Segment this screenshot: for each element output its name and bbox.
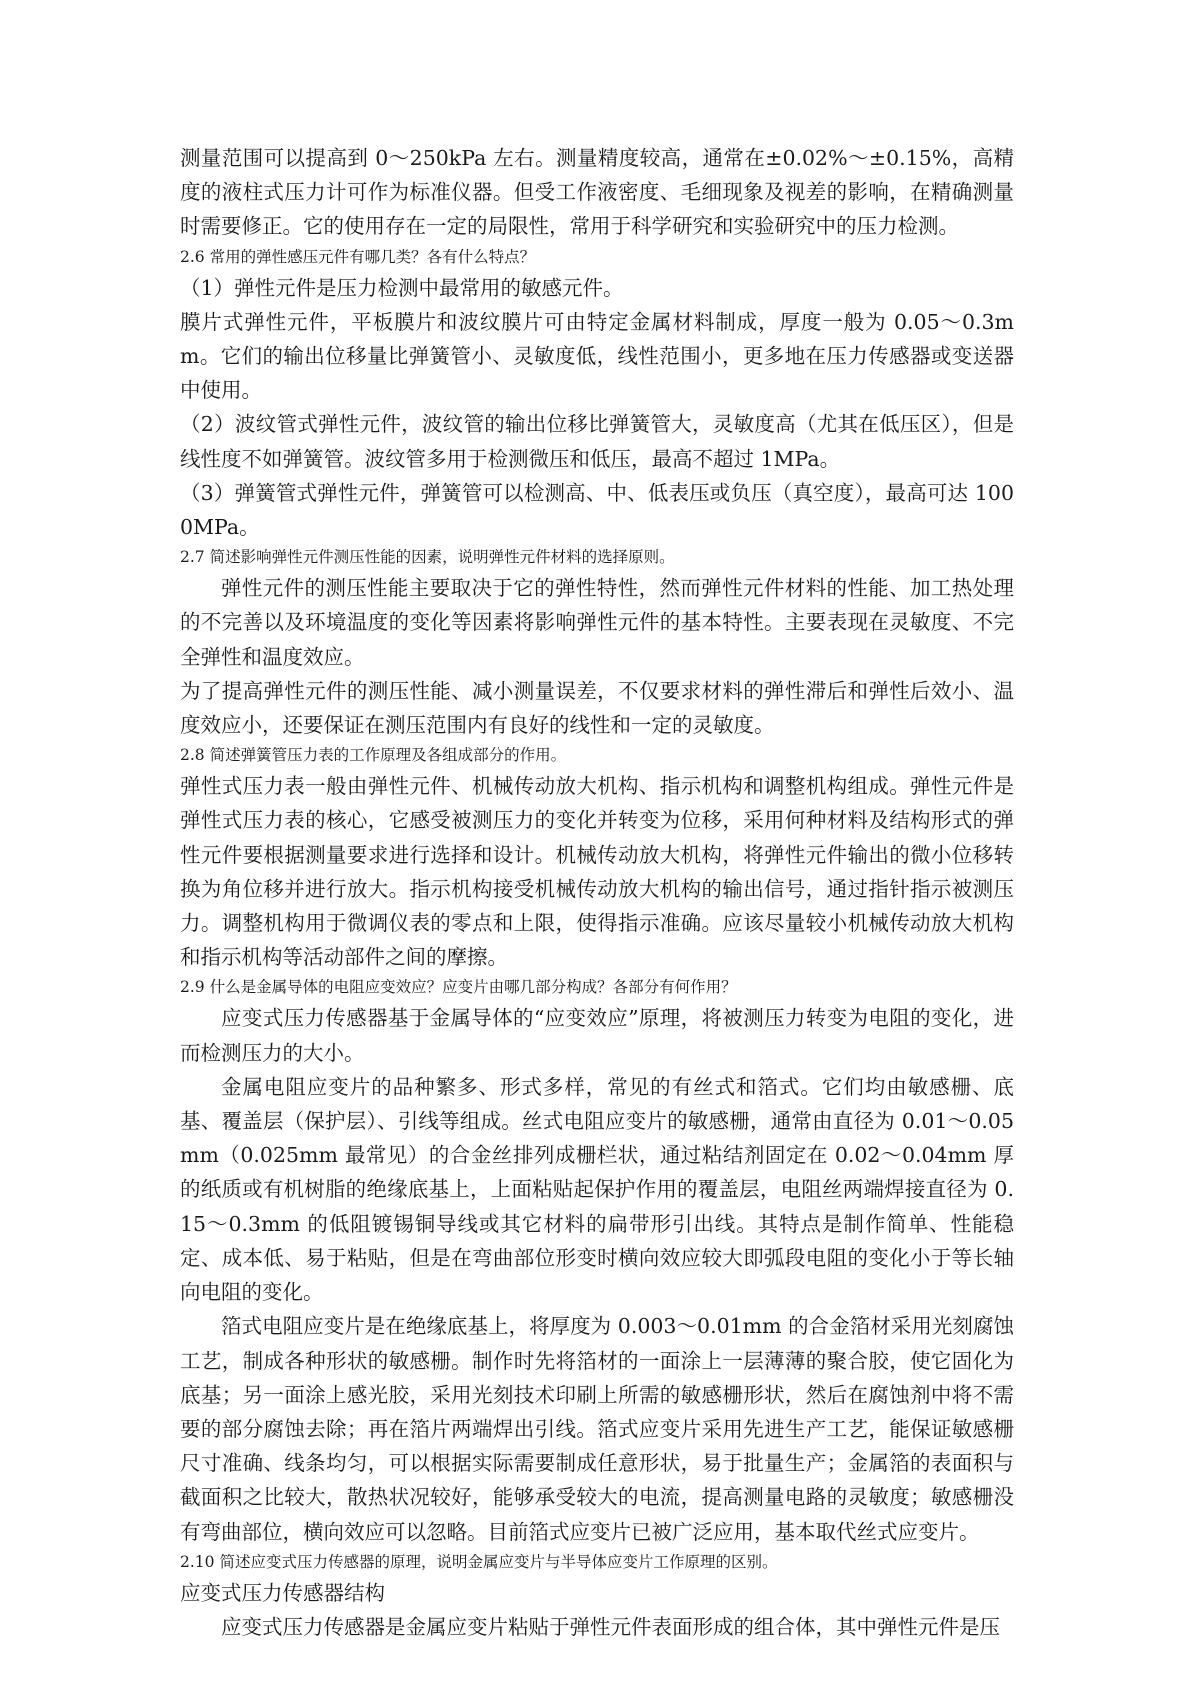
question-heading: 2.10 简述应变式压力传感器的原理，说明金属应变片与半导体应变片工作原理的区别。: [180, 1552, 778, 1571]
paragraph: 金属电阻应变片的品种繁多、形式多样，常见的有丝式和箔式。它们均由敏感栅、底基、覆盖层（保护层）、引线等组成。丝式电阻应变片的敏感栅，通常由直径为 0.01～0.05mm（0.025mm 最常见）的合金丝排列成栅栏状，通过粘结剂固定在 0.02～0.04mm 厚的纸质或有机树脂的绝缘底基上，上面粘贴起保护作用的覆盖层，电阻丝两端焊接直径为 0.15～0.3mm 的低阻镀锡铜导线或其它材料的扁带形引出线。其特点是制作简单、性能稳定、成本低、易于粘贴，但是在弯曲部位形变时横向效应较大即弧段电阻的变化小于等长轴向电阻的变化。: [180, 1074, 1014, 1305]
paragraph: 箔式电阻应变片是在绝缘底基上，将厚度为 0.003～0.01mm 的合金箔材采用光刻腐蚀工艺，制成各种形状的敏感栅。制作时先将箔材的一面涂上一层薄薄的聚合胶，使它固化为底基；另一面涂上感光胶，采用光刻技术印刷上所需的敏感栅形状，然后在腐蚀剂中将不需要的部分腐蚀去除；再在箔片两端焊出引线。箔式应变片采用先进生产工艺，能保证敏感栅尺寸准确、线条均匀，可以根据实际需要制成任意形状，易于批量生产；金属箔的表面积与截面积之比较大，散热状况较好，能够承受较大的电流，提高测量电路的灵敏度；敏感栅没有弯曲部位，横向效应可以忽略。目前箔式应变片已被广泛应用，基本取代丝式应变片。: [180, 1314, 1014, 1544]
paragraph: （1）弹性元件是压力检测中最常用的敏感元件。: [180, 275, 624, 300]
paragraph: 应变式压力传感器是金属应变片粘贴于弹性元件表面形成的组合体，其中弹性元件是压: [221, 1614, 1000, 1639]
paragraph: 弹性式压力表一般由弹性元件、机械传动放大机构、指示机构和调整机构组成。弹性元件是弹性式压力表的核心，它感受被测压力的变化并转变为位移，采用何种材料及结构形式的弹性元件要根据测量要求进行选择和设计。机械传动放大机构，将弹性元件输出的微小位移转换为角位移并进行放大。指示机构接受机械传动放大机构的输出信号，通过指针指示被测压力。调整机构用于微调仪表的零点和上限，使得指示准确。应该尽量较小机械传动放大机构和指示机构等活动部件之间的摩擦。: [180, 774, 1014, 970]
paragraph: 膜片式弹性元件，平板膜片和波纹膜片可由特定金属材料制成，厚度一般为 0.05～0.3mm。它们的输出位移量比弹簧管小、灵敏度低，线性范围小，更多地在压力传感器或变送器中使用。: [180, 309, 1014, 403]
question-heading: 2.9 什么是金属导体的电阻应变效应？应变片由哪几部分构成？各部分有何作用？: [180, 978, 737, 997]
paragraph: 弹性元件的测压性能主要取决于它的弹性特性，然而弹性元件材料的性能、加工热处理的不完善以及环境温度的变化等因素将影响弹性元件的基本特性。主要表现在灵敏度、不完全弹性和温度效应。: [180, 576, 1014, 669]
paragraph: （3）弹簧管式弹性元件，弹簧管可以检测高、中、低表压或负压（真空度），最高可达 1000MPa。: [180, 480, 1014, 540]
section-subtitle: 应变式压力传感器结构: [180, 1580, 385, 1605]
paragraph: 测量范围可以提高到 0～250kPa 左右。测量精度较高，通常在±0.02%～±0.15%，高精度的液柱式压力计可作为标准仪器。但受工作液密度、毛细现象及视差的影响，在精确测量时需要修正。它的使用存在一定的局限性，常用于科学研究和实验研究中的压力检测。: [180, 146, 1014, 239]
question-heading: 2.8 简述弹簧管压力表的工作原理及各组成部分的作用。: [180, 746, 567, 765]
paragraph: （2）波纹管式弹性元件，波纹管的输出位移比弹簧管大，灵敏度高（尤其在低压区），但是线性度不如弹簧管。波纹管多用于检测微压和低压，最高不超过 1MPa。: [180, 412, 1014, 471]
paragraph: 应变式压力传感器基于金属导体的“应变效应”原理，将被测压力转变为电阻的变化，进而检测压力的大小。: [180, 1006, 1014, 1065]
question-heading: 2.6 常用的弹性感压元件有哪几类？各有什么特点？: [180, 247, 536, 266]
question-heading: 2.7 简述影响弹性元件测压性能的因素，说明弹性元件材料的选择原则。: [180, 548, 675, 567]
document-page: [180, 141, 1014, 1644]
paragraph: 为了提高弹性元件的测压性能、减小测量误差，不仅要求材料的弹性滞后和弹性后效小、温度效应小，还要保证在测压范围内有良好的线性和一定的灵敏度。: [180, 678, 1014, 738]
